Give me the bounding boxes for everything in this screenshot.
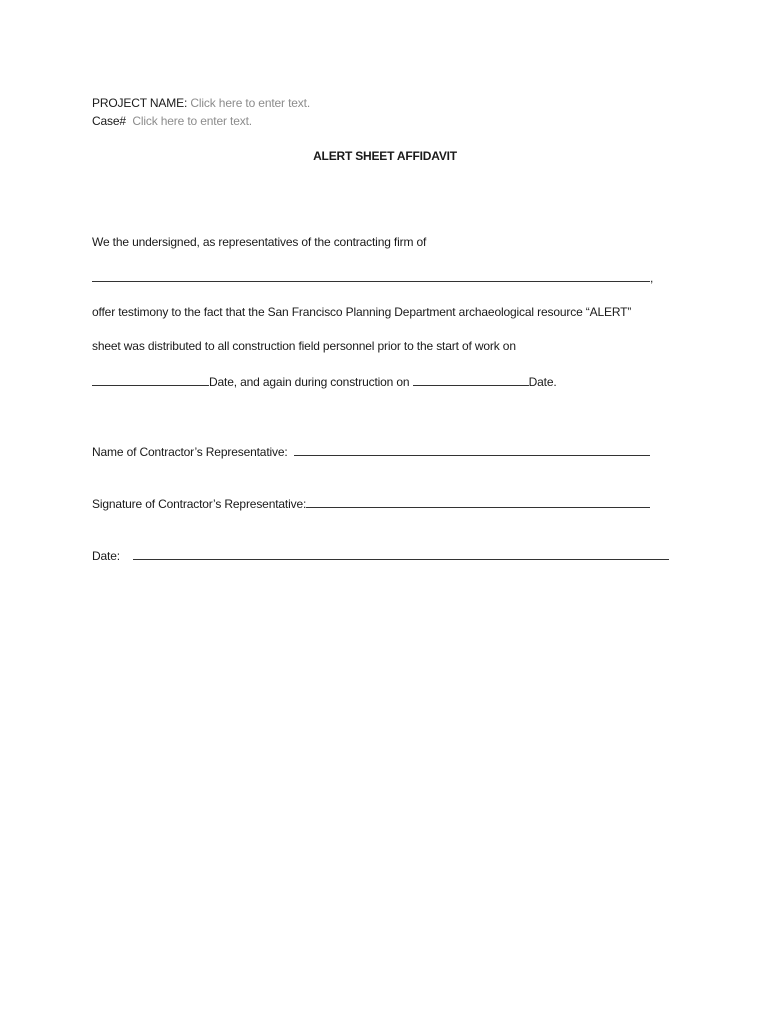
date-blank[interactable]: [133, 548, 669, 560]
date-label: Date:: [92, 549, 120, 563]
case-field[interactable]: Click here to enter text.: [132, 114, 252, 128]
construction-date-blank[interactable]: [413, 374, 529, 386]
case-row: [92, 114, 252, 128]
signature-blank[interactable]: [306, 496, 650, 508]
project-name-field[interactable]: Click here to enter text.: [190, 96, 311, 110]
date-text-2: Date.: [528, 375, 557, 389]
signature-row: [92, 496, 650, 511]
document-title: ALERT SHEET AFFIDAVIT: [313, 149, 457, 163]
date-row: [92, 548, 669, 563]
rep-name-row: [92, 444, 650, 459]
project-name-row: [92, 96, 310, 110]
intro-text: We the undersigned, as representatives of the contracting firm of: [92, 235, 427, 249]
testimony-line-1: offer testimony to the fact that the San Francisco Planning Department archaeological resource “ALERT”: [92, 305, 632, 319]
start-date-blank[interactable]: [92, 374, 209, 386]
case-label: Case#: [92, 114, 126, 128]
project-name-label: PROJECT NAME:: [92, 96, 188, 110]
testimony-line-2: sheet was distributed to all construction field personnel prior to the start of work on: [92, 339, 516, 353]
date-text-1: Date, and again during construction on: [209, 375, 410, 389]
rep-name-label: Name of Contractor’s Representative:: [92, 445, 288, 459]
firm-suffix: ,: [650, 271, 654, 285]
rep-name-blank[interactable]: [294, 444, 650, 456]
dates-row: [92, 374, 557, 389]
firm-row: [92, 270, 653, 285]
signature-label: Signature of Contractor’s Representative:: [92, 497, 307, 511]
firm-blank-line[interactable]: [92, 270, 650, 282]
